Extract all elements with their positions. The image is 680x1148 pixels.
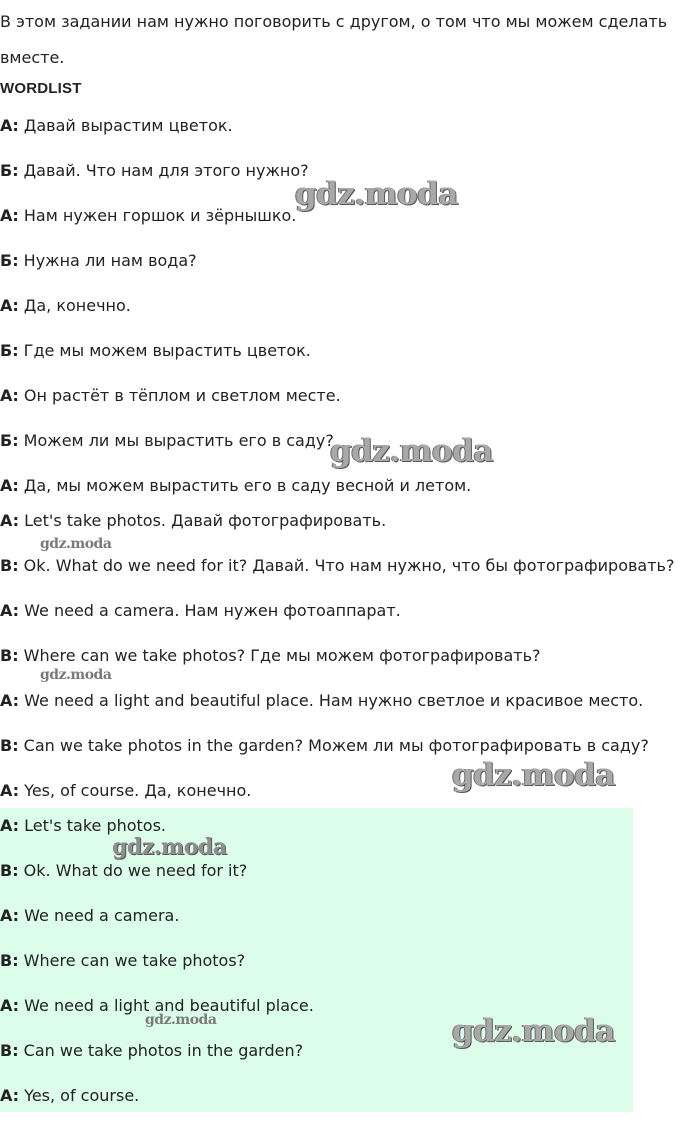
speaker-label: A: (0, 511, 20, 530)
speaker-label: А: (0, 296, 19, 315)
speaker-label: Б: (0, 341, 19, 360)
speaker-label: A: (0, 601, 20, 620)
watermark-logo: gdz.moda (330, 433, 493, 469)
watermark-logo: gdz.moda (452, 1013, 615, 1049)
watermark-logo: gdz.moda (40, 667, 112, 683)
line-text: Давай вырастим цветок. (18, 116, 233, 135)
watermark-logo: gdz.moda (40, 536, 112, 552)
speaker-label: Б: (0, 431, 19, 450)
dialogue-line (0, 555, 674, 577)
dialogue-line (0, 340, 311, 362)
speaker-label: А: (0, 476, 19, 495)
dialogue-line (0, 250, 197, 272)
dialogue-line (0, 115, 233, 137)
line-text: Yes, of course. (19, 1086, 140, 1105)
line-text: We need a camera. Нам нужен фотоаппарат. (19, 601, 401, 620)
line-text: We need a light and beautiful place. (19, 996, 314, 1015)
watermark-logo: gdz.moda (452, 757, 615, 793)
english-dialogue-line (0, 1040, 303, 1062)
line-text: Давай. Что нам для этого нужно? (18, 161, 309, 180)
english-dialogue-line (0, 1085, 139, 1107)
line-text: Can we take photos in the garden? (18, 1041, 304, 1060)
intro-text: В этом задании нам нужно поговорить с другом, о том что мы можем сделать вместе. (0, 12, 668, 67)
line-text: Нам нужен горшок и зёрнышко. (18, 206, 297, 225)
line-text: Yes, of course. Да, конечно. (19, 781, 252, 800)
dialogue-line (0, 160, 309, 182)
speaker-label: А: (0, 386, 19, 405)
speaker-label: B: (0, 556, 19, 575)
line-text: Можем ли мы вырастить его в саду? (18, 431, 334, 450)
dialogue-line (0, 205, 296, 227)
dialogue-line (0, 735, 649, 757)
english-dialogue-line (0, 950, 245, 972)
dialogue-line (0, 645, 541, 667)
dialogue-line (0, 295, 131, 317)
line-text: Let's take photos. (19, 816, 167, 835)
speaker-label: A: (0, 906, 20, 925)
watermark-logo: gdz.moda (112, 834, 227, 860)
dialogue-line (0, 690, 643, 712)
line-text: Да, мы можем вырастить его в саду весной и летом. (18, 476, 472, 495)
line-text: Да, конечно. (18, 296, 131, 315)
speaker-label: B: (0, 861, 19, 880)
dialogue-line (0, 510, 386, 532)
line-text: Ok. What do we need for it? (18, 861, 248, 880)
speaker-label: А: (0, 206, 19, 225)
dialogue-line (0, 385, 341, 407)
line-text: Can we take photos in the garden? Можем ли мы фотографировать в саду? (18, 736, 649, 755)
english-dialogue-line (0, 860, 247, 882)
line-text: We need a camera. (19, 906, 180, 925)
speaker-label: A: (0, 1086, 20, 1105)
line-text: Нужна ли нам вода? (18, 251, 197, 270)
speaker-label: А: (0, 116, 19, 135)
speaker-label: Б: (0, 161, 19, 180)
dialogue-line (0, 475, 471, 497)
watermark-logo: gdz.moda (295, 176, 458, 212)
speaker-label: Б: (0, 251, 19, 270)
speaker-label: A: (0, 816, 20, 835)
english-dialogue-line (0, 905, 179, 927)
dialogue-line (0, 600, 401, 622)
dialogue-line (0, 430, 334, 452)
wordlist-heading: WORDLIST (0, 80, 82, 97)
dialogue-line (0, 780, 251, 802)
speaker-label: B: (0, 1041, 19, 1060)
line-text: Он растёт в тёплом и светлом месте. (18, 386, 341, 405)
speaker-label: A: (0, 996, 20, 1015)
speaker-label: B: (0, 951, 19, 970)
watermark-logo: gdz.moda (145, 1012, 217, 1028)
line-text: We need a light and beautiful place. Нам нужно светлое и красивое место. (19, 691, 644, 710)
line-text: Where can we take photos? Где мы можем фотографировать? (18, 646, 541, 665)
speaker-label: B: (0, 646, 19, 665)
speaker-label: A: (0, 781, 20, 800)
speaker-label: B: (0, 736, 19, 755)
line-text: Ok. What do we need for it? Давай. Что нам нужно, что бы фотографировать? (18, 556, 675, 575)
speaker-label: A: (0, 691, 20, 710)
line-text: Где мы можем вырастить цветок. (18, 341, 311, 360)
line-text: Let's take photos. Давай фотографировать. (19, 511, 387, 530)
line-text: Where can we take photos? (18, 951, 246, 970)
